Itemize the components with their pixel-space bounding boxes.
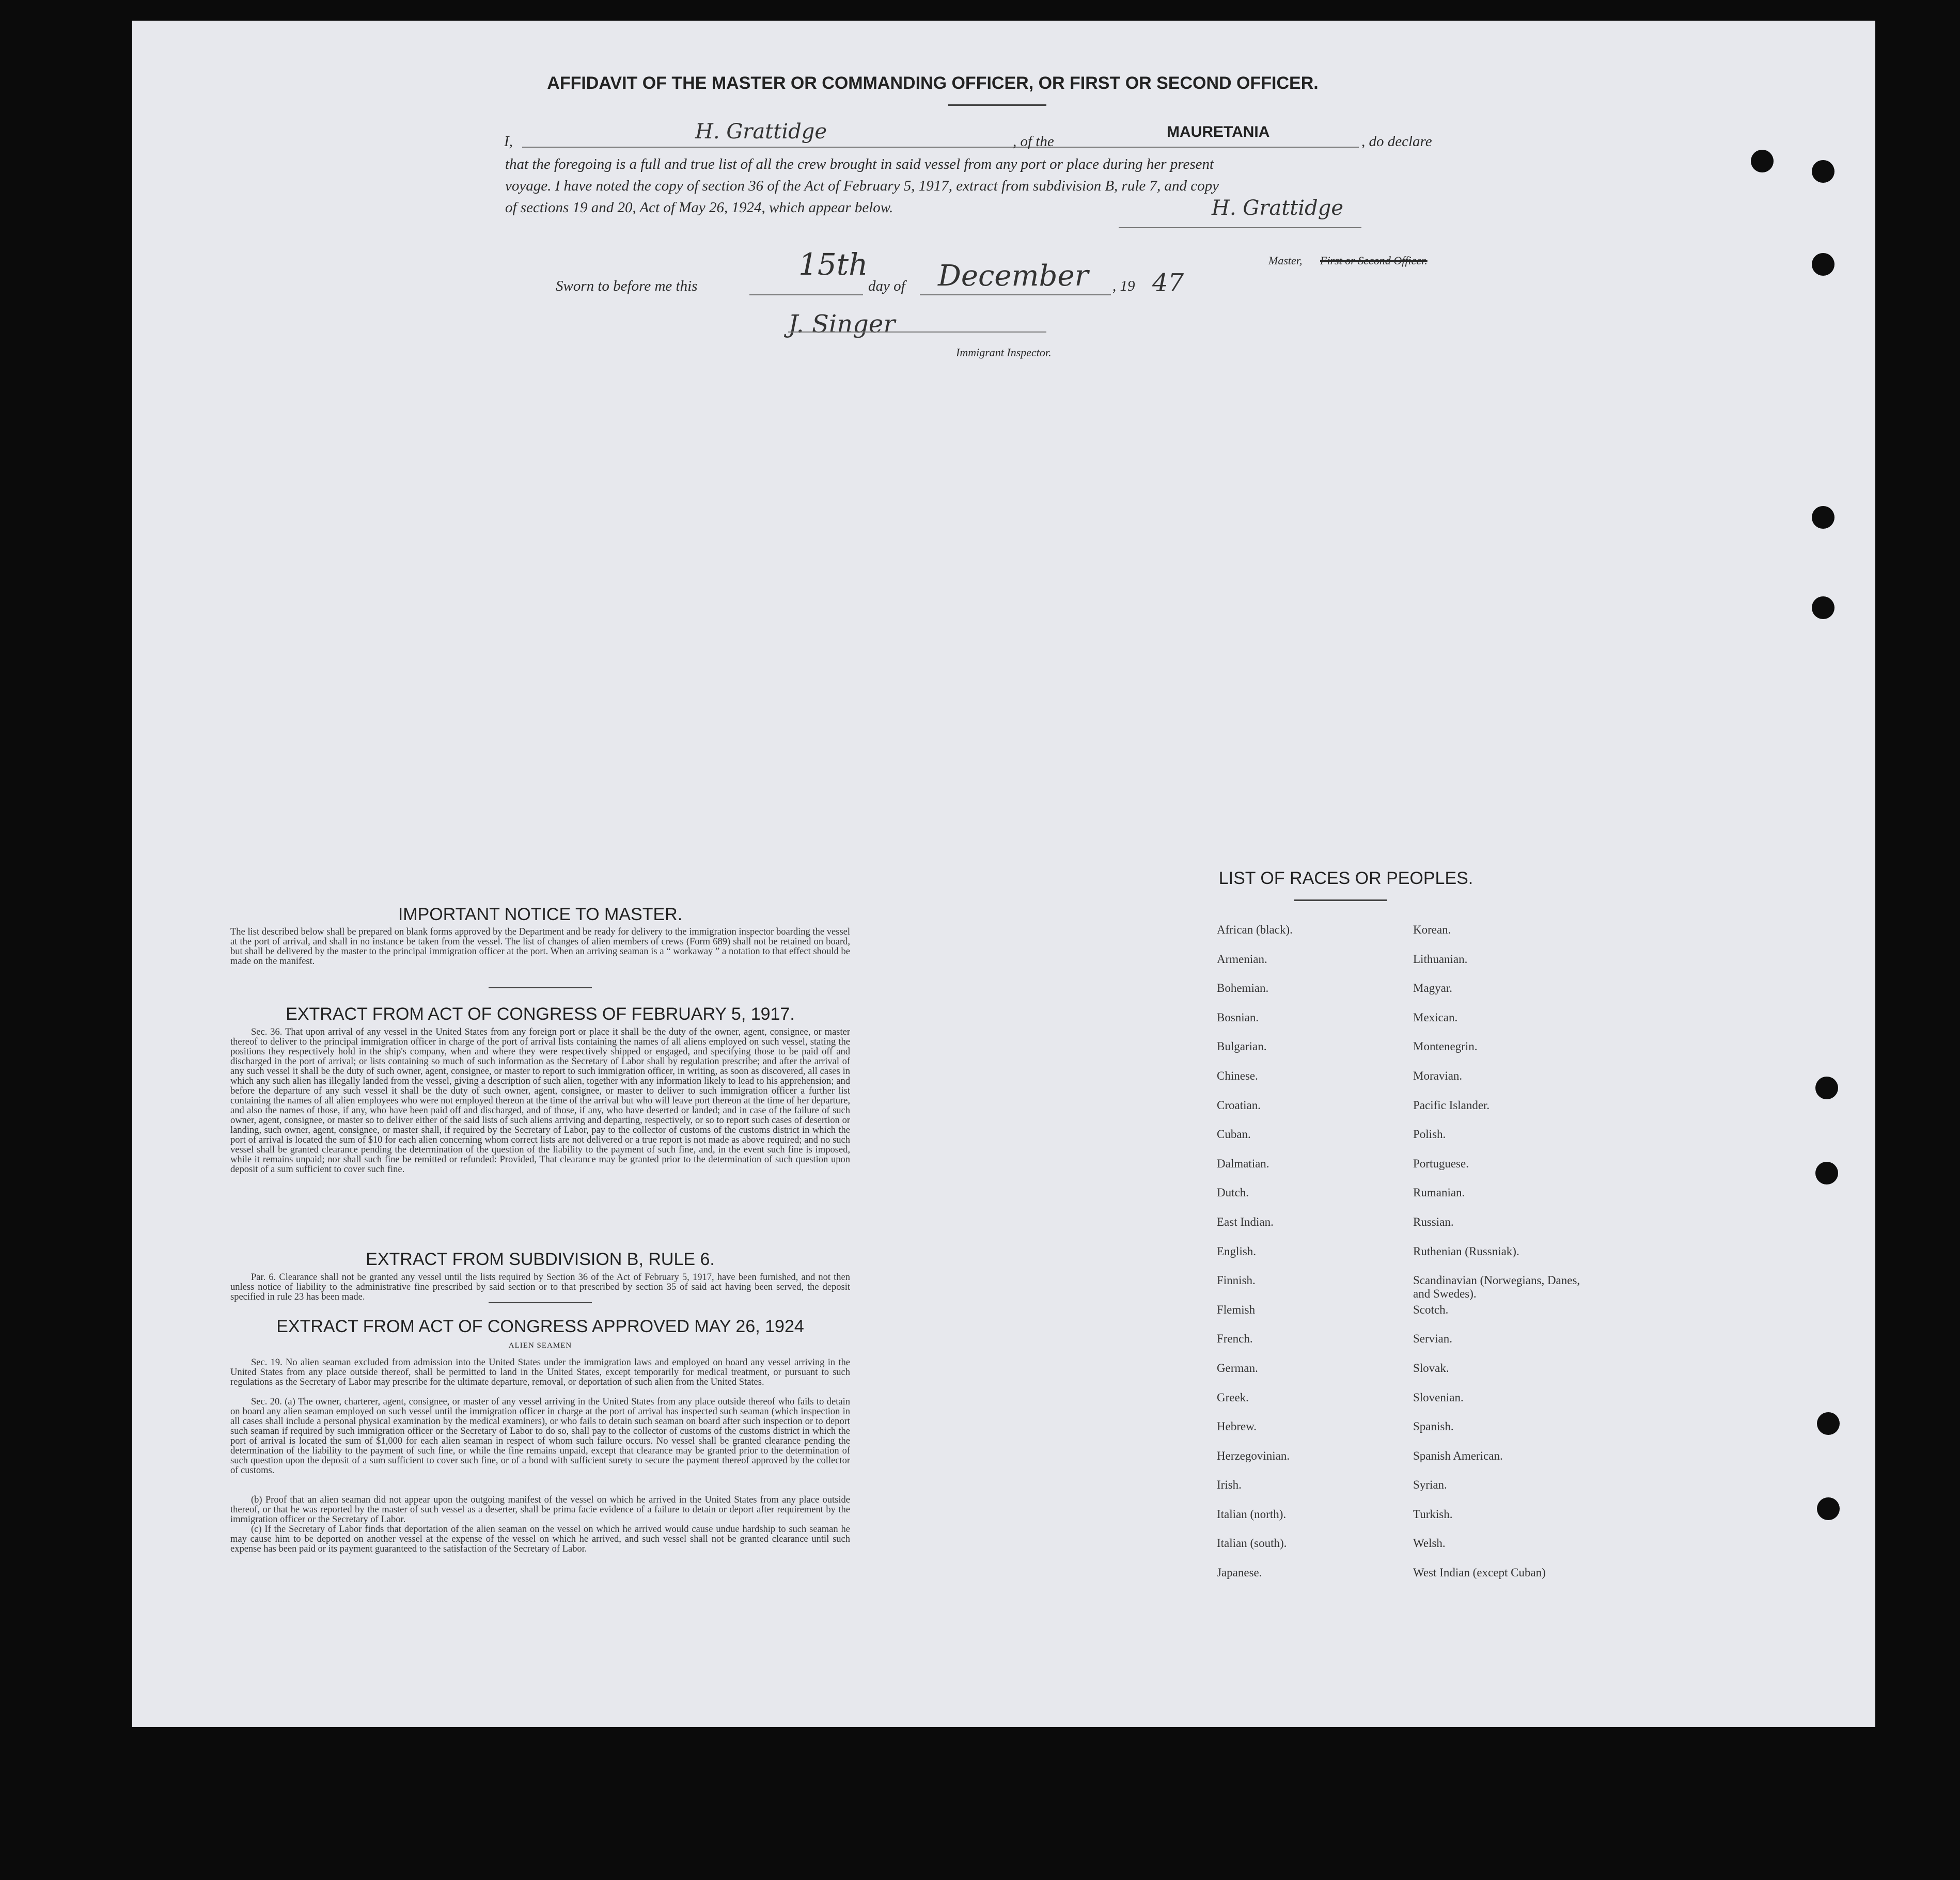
races-table	[1217, 923, 1599, 1595]
race-left: Hebrew.	[1217, 1420, 1257, 1433]
race-left: Croatian.	[1217, 1098, 1261, 1112]
affidavit-title: AFFIDAVIT OF THE MASTER OR COMMANDING OFFICER, OR FIRST OR SECOND OFFICER.	[547, 73, 1319, 93]
race-right: Scandinavian (Norwegians, Danes, and Swedes).	[1413, 1274, 1580, 1301]
race-right: Servian.	[1413, 1332, 1453, 1346]
race-row	[1217, 1303, 1599, 1333]
race-left: African (black).	[1217, 923, 1293, 936]
inspector-signature: J. Singer	[788, 310, 896, 339]
extract-1924-sec19: Sec. 19. No alien seaman excluded from admission into the United States under the immigration laws and employed on board any vessel arriving in the United States from any place outside thereof, shall be permitted to land in the United States, except temporarily for medical treatment, or pursuant to such regulations as the Secretary of Labor may prescribe for the ultimate departure, removal, or deportation of such alien from the United States.	[230, 1357, 850, 1387]
officer-label-struck: First or Second Officer.	[1320, 254, 1428, 267]
affidavit-i: I,	[504, 133, 513, 150]
race-row	[1217, 1508, 1599, 1537]
of-the-label: , of the	[1013, 133, 1054, 150]
race-right: Mexican.	[1413, 1010, 1458, 1024]
year-prefix: , 19	[1112, 278, 1135, 294]
race-right: Scotch.	[1413, 1303, 1449, 1316]
binder-hole	[1751, 150, 1774, 172]
month-value: December	[938, 259, 1089, 293]
vessel-line	[1080, 147, 1359, 148]
race-left: Bohemian.	[1217, 982, 1269, 995]
extract-1924-sec20c: (c) If the Secretary of Labor finds that deportation of the alien seaman on the vessel on which he arrived would cause undue hardship to such seaman he may cause him to be deported on another vessel at the expense of the vessel on which he arrived, and such vessel shall not be granted clearance until such expense has been paid or its payment guaranteed to the satisfaction of the Secretary of Labor.	[230, 1524, 850, 1554]
race-right: Lithuanian.	[1413, 952, 1468, 966]
race-row	[1217, 1449, 1599, 1479]
binder-hole	[1817, 1412, 1840, 1435]
race-row	[1217, 1274, 1599, 1303]
race-left: Greek.	[1217, 1391, 1249, 1404]
race-row	[1217, 1391, 1599, 1420]
race-right: Syrian.	[1413, 1478, 1447, 1492]
race-right: Magyar.	[1413, 982, 1453, 995]
race-row	[1217, 1128, 1599, 1157]
inspector-signature-line	[788, 331, 1046, 333]
notice-body: The list described below shall be prepared on blank forms approved by the Department and be ready for delivery to the immigration inspector boarding the vessel at the port of arrival, and shall in no instance be taken from the vessel. The list of changes of alien members of crews (Form 689) shall not be retained on board, but shall be delivered by the master to the principal immigration officer at the port. When an arriving seaman is a “ workaway ” a notation to that effect should be made on the manifest.	[230, 927, 850, 967]
race-row	[1217, 1011, 1599, 1040]
declaration-line-3: of sections 19 and 20, Act of May 26, 1924, which appear below.	[505, 199, 893, 216]
binder-hole	[1817, 1497, 1840, 1520]
race-row	[1217, 1069, 1599, 1099]
race-row	[1217, 923, 1599, 953]
race-left: Cuban.	[1217, 1128, 1251, 1141]
race-left: Irish.	[1217, 1478, 1242, 1492]
race-row	[1217, 1040, 1599, 1069]
master-label: Master,	[1268, 254, 1303, 267]
year-value: 47	[1152, 268, 1184, 297]
race-left: German.	[1217, 1361, 1258, 1375]
races-title: LIST OF RACES OR PEOPLES.	[1218, 868, 1473, 888]
race-right: Moravian.	[1413, 1069, 1463, 1082]
race-right: Slovenian.	[1413, 1391, 1464, 1404]
month-line	[920, 294, 1111, 295]
binder-hole	[1815, 1077, 1838, 1099]
do-declare-label: , do declare	[1361, 133, 1432, 150]
race-row	[1217, 1332, 1599, 1362]
document-page	[132, 21, 1875, 1727]
race-right: Spanish American.	[1413, 1449, 1503, 1462]
race-left: Italian (north).	[1217, 1507, 1287, 1521]
race-left: Finnish.	[1217, 1274, 1256, 1287]
race-row	[1217, 1245, 1599, 1274]
day-value: 15th	[798, 247, 868, 282]
rule6-title: EXTRACT FROM SUBDIVISION B, RULE 6.	[366, 1250, 715, 1269]
declaration-line-2: voyage. I have noted the copy of section 36 of the Act of February 5, 1917, extract from subdivision B, rule 7, and copy	[505, 178, 1219, 194]
race-left: Dutch.	[1217, 1186, 1249, 1199]
race-right: Korean.	[1413, 923, 1451, 936]
race-right: Welsh.	[1413, 1537, 1446, 1550]
race-left: French.	[1217, 1332, 1253, 1346]
inspector-label: Immigrant Inspector.	[956, 346, 1052, 359]
notice-rule	[489, 987, 592, 988]
race-left: Dalmatian.	[1217, 1157, 1269, 1170]
sworn-text: Sworn to before me this	[556, 278, 698, 294]
race-left: Japanese.	[1217, 1566, 1262, 1579]
race-left: Bulgarian.	[1217, 1040, 1267, 1053]
race-right: Turkish.	[1413, 1507, 1453, 1521]
binder-hole	[1812, 506, 1834, 529]
day-of-label: day of	[868, 278, 905, 294]
binder-hole	[1812, 596, 1834, 619]
race-right: Montenegrin.	[1413, 1040, 1478, 1053]
race-row	[1217, 1537, 1599, 1566]
race-right: Rumanian.	[1413, 1186, 1465, 1199]
master-signature-line	[1119, 227, 1361, 228]
binder-hole	[1815, 1162, 1838, 1184]
extract-1924-subtitle: ALIEN SEAMEN	[508, 1341, 572, 1350]
race-row	[1217, 982, 1599, 1011]
race-right: Spanish.	[1413, 1420, 1454, 1433]
extract-1924-sec20b: (b) Proof that an alien seaman did not appear upon the outgoing manifest of the vessel on which he arrived in the United States from any place outside thereof, or that he was reported by the master of such vessel as a deserter, shall be prima facie evidence of a failure to detain or deport after requirement by the immigration officer or the Secretary of Labor.	[230, 1495, 850, 1525]
race-row	[1217, 953, 1599, 982]
races-rule	[1294, 899, 1387, 901]
race-right: West Indian (except Cuban)	[1413, 1566, 1546, 1579]
race-left: Flemish	[1217, 1303, 1256, 1316]
race-right: Ruthenian (Russniak).	[1413, 1244, 1519, 1258]
declaration-line-1: that the foregoing is a full and true list of all the crew brought in said vessel from any port or place during her present	[505, 156, 1214, 172]
vessel-name: MAURETANIA	[1167, 123, 1270, 140]
extract-1924-title: EXTRACT FROM ACT OF CONGRESS APPROVED MAY 26, 1924	[276, 1317, 804, 1336]
race-row	[1217, 1478, 1599, 1508]
race-row	[1217, 1215, 1599, 1245]
race-left: Herzegovinian.	[1217, 1449, 1290, 1462]
extract-1924-sec20a: Sec. 20. (a) The owner, charterer, agent, consignee, or master of any vessel arriving in the United States from any place outside thereof who fails to detain on board any alien seaman employed on such vessel until the immigration officer in charge at the port of arrival has inspected such seaman (which inspection in all cases shall include a personal physical examination by the medical examiners), or who fails to detain such seaman on board after such inspection or to deport such seaman if required by such immigration officer or the Secretary of Labor to do so, shall pay to the collector of customs of the customs district in which the port of arrival is located the sum of $1,000 for each alien seaman in respect of whom such failure occurs. No vessel shall be granted clearance pending the determination of the liability to the payment of such fine, or while the fine remains unpaid, except that clearance may be granted prior to the determination of such question upon the deposit of a sum sufficient to cover such fine, or of a bond with sufficient surety to secure the payment thereof approved by the collector of customs.	[230, 1397, 850, 1476]
race-right: Russian.	[1413, 1215, 1454, 1228]
signer-signature: H. Grattidge	[695, 120, 827, 144]
rule6-body: Par. 6. Clearance shall not be granted any vessel until the lists required by Section 36 of the Act of February 5, 1917, have been furnished, and not then unless notice of liability to the administrative fine prescribed by said section or to that prescribed by section 35 of said act having been served, the deposit specified in rule 23 has been made.	[230, 1272, 850, 1302]
race-row	[1217, 1420, 1599, 1449]
race-right: Pacific Islander.	[1413, 1098, 1490, 1112]
race-left: Armenian.	[1217, 952, 1267, 966]
race-row	[1217, 1099, 1599, 1128]
notice-title: IMPORTANT NOTICE TO MASTER.	[398, 905, 683, 924]
race-row	[1217, 1566, 1599, 1595]
race-right: Slovak.	[1413, 1361, 1449, 1375]
extract-1917-body: Sec. 36. That upon arrival of any vessel in the United States from any foreign port or place it shall be the duty of the owner, agent, consignee, or master thereof to deliver to the principal immigration officer in charge of the port of arrival lists containing the names of all aliens employed on such vessel, stating the positions they respectively hold in the ship's company, when and where they were respectively shipped or engaged, and specifying those to be paid off and discharged in the port of arrival; or lists containing so much of such information as the Secretary of Labor shall by regulation prescribe; and after the arrival of any such vessel it shall be the duty of such owner, agent, consignee, or master to report to such immigration officer, in writing, as soon as discovered, all cases in which any such alien has illegally landed from the vessel, giving a description of such alien, together with any information likely to lead to his apprehension; and before the departure of any such vessel it shall be the duty of such owner, agent, consignee, or master to deliver to such immigration officer a further list containing the names of all alien employees who were not employed thereon at the time of the arrival but who will leave port thereon at the time of her departure, and also the names of those, if any, who have been paid off and discharged, and of those, if any, who have deserted or landed; and in case of the failure of such owner, agent, consignee, or master so to deliver either of the said lists of such aliens arriving and departing, respectively, or so to report such cases of desertion or landing, such owner, agent, consignee, or master shall, if required by the Secretary of Labor, pay to the collector of customs of the customs district in which the port of arrival is located the sum of $10 for each alien concerning whom correct lists are not delivered or a true report is not made as above required; and no such vessel shall be granted clearance pending the determination of the question of the liability to the payment of such fine, and, in the event such fine is imposed, while it remains unpaid; nor shall such fine be remitted or refunded: Provided, That clearance may be granted prior to the determination of such question upon deposit of a sum sufficient to cover such fine.	[230, 1027, 850, 1175]
race-row	[1217, 1186, 1599, 1215]
title-rule	[948, 104, 1046, 106]
race-row	[1217, 1362, 1599, 1391]
race-left: Chinese.	[1217, 1069, 1258, 1082]
race-right: Portuguese.	[1413, 1157, 1469, 1170]
extract-1917-title: EXTRACT FROM ACT OF CONGRESS OF FEBRUARY 5, 1917.	[286, 1004, 795, 1024]
day-line	[749, 294, 863, 295]
rule6-rule	[489, 1302, 592, 1303]
binder-hole	[1812, 253, 1834, 276]
race-row	[1217, 1157, 1599, 1187]
race-left: English.	[1217, 1244, 1257, 1258]
binder-hole	[1812, 160, 1834, 183]
race-left: Bosnian.	[1217, 1010, 1259, 1024]
master-signature: H. Grattidge	[1212, 196, 1344, 220]
race-left: East Indian.	[1217, 1215, 1274, 1228]
race-right: Polish.	[1413, 1128, 1446, 1141]
race-left: Italian (south).	[1217, 1537, 1287, 1550]
